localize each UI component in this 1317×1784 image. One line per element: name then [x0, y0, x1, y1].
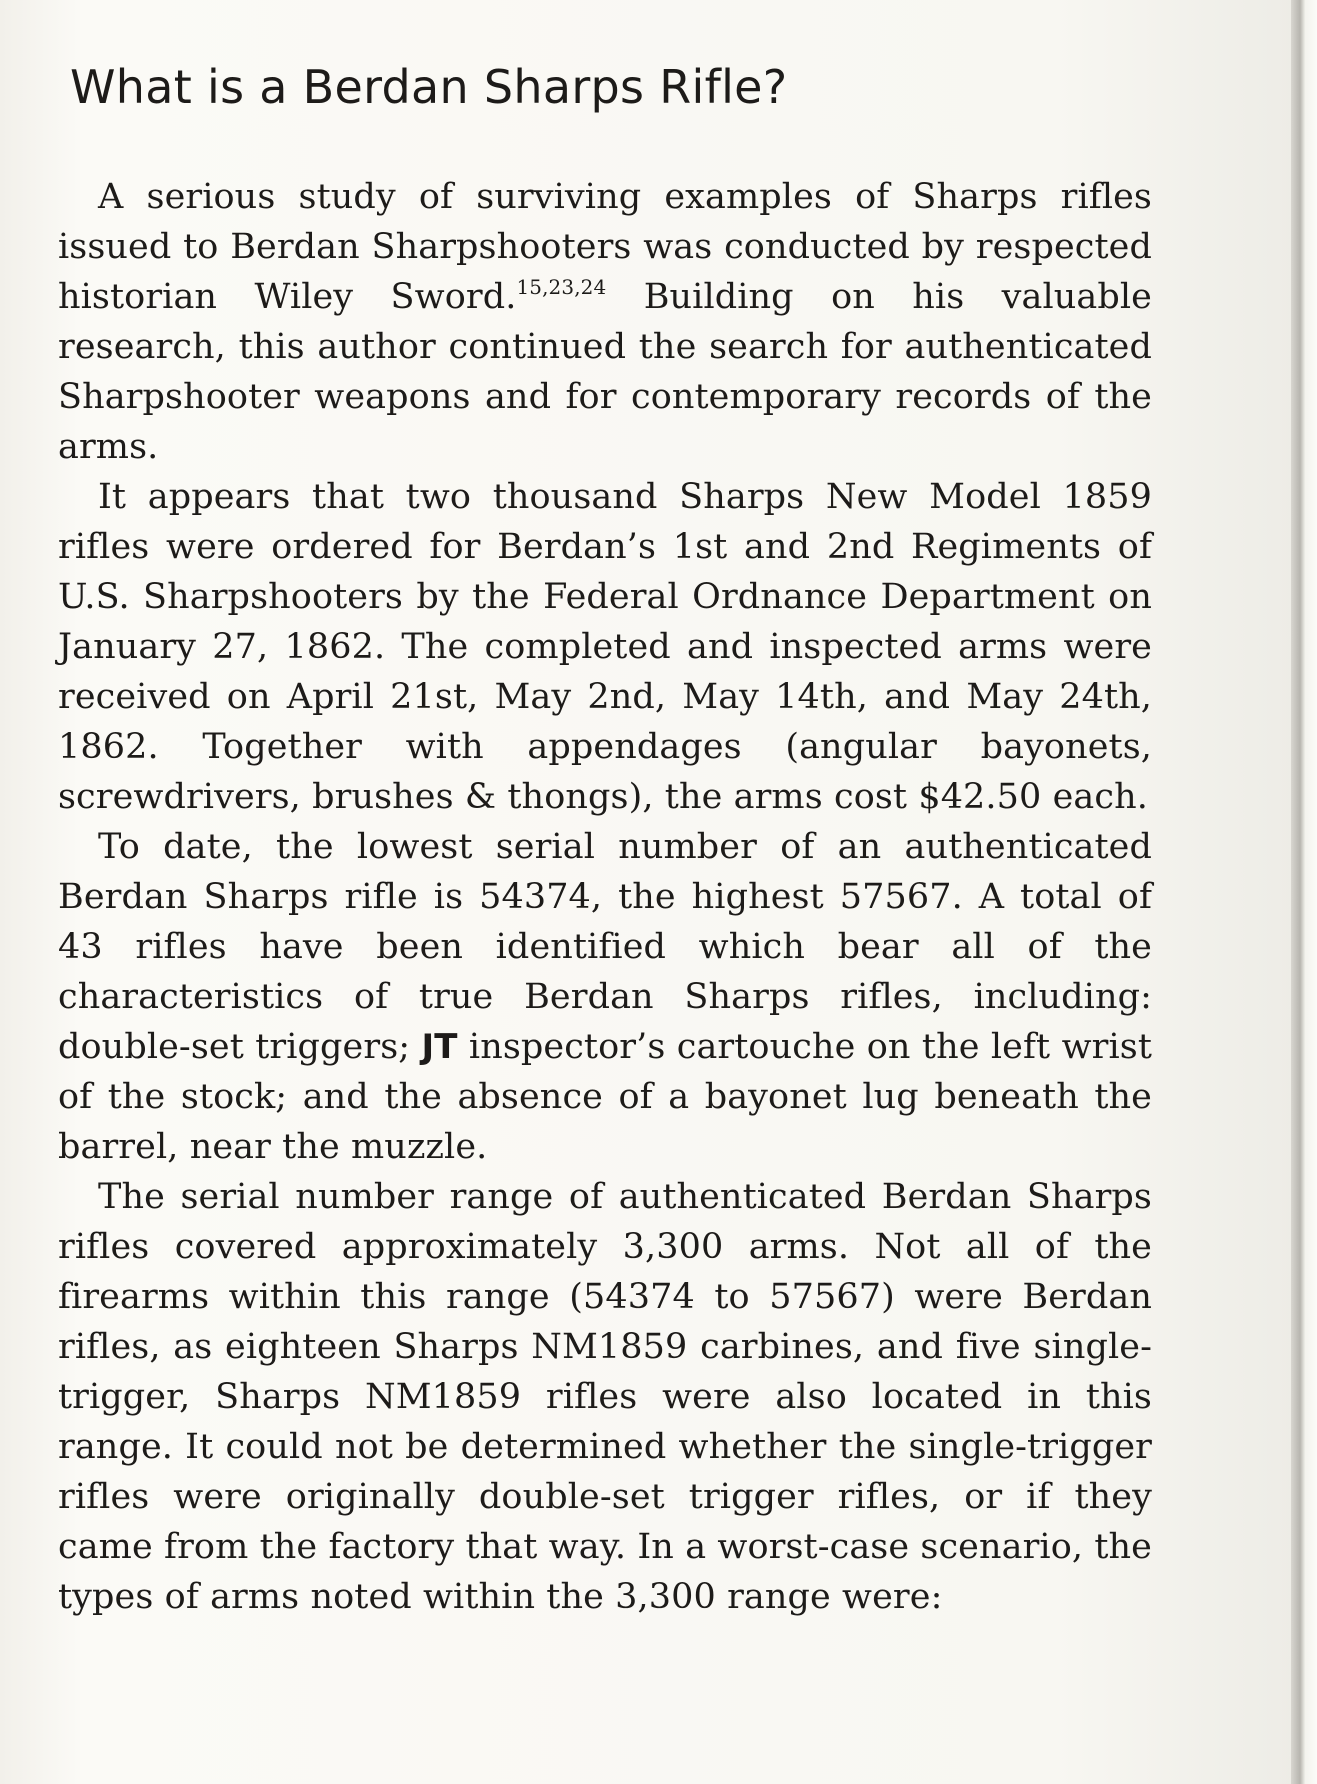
inspector-mark: JT	[421, 1027, 458, 1067]
paragraph-serial-numbers	[58, 822, 1152, 1172]
paragraph-text: To date, the lowest serial number of an authenticated Berdan Sharps rifle is 54374, the highest 57567. A total of 43 rifles have been identified which bear all of the characteristics of true Berdan Sharps rifles, including: double-set triggers;	[58, 827, 1152, 1067]
page-title: What is a Berdan Sharps Rifle?	[70, 60, 788, 114]
paragraph-text: inspector’s cartouche on the left wrist of the stock; and the absence of a bayonet lug beneath the barrel, near the muzzle.	[58, 1027, 1152, 1167]
paragraph-text: Building on his valuable research, this author continued the search for authenticated Sharpshooter weapons and for contemporary records of the arms.	[58, 277, 1152, 467]
page-binding-edge	[1291, 0, 1317, 1784]
paragraph-text: A serious study of surviving examples of Sharps rifles issued to Berdan Sharpshooters was conducted by respected historian Wiley Sword.	[58, 177, 1152, 317]
body-text	[58, 172, 1152, 1622]
paragraph-serial-range: The serial number range of authenticated Berdan Sharps rifles covered approximately 3,300 arms. Not all of the firearms within this range (54374 to 57567) were Berdan rifles, as eighteen Sharps NM1859 carbines, and five single-trigger, Sharps NM1859 rifles were also located in this range. It could not be determined whether the single-trigger rifles were originally double-set trigger rifles, or if they came from the factory that way. In a worst-case scenario, the types of arms noted within the 3,300 range were:	[58, 1177, 1152, 1617]
paragraph-rifle-order: It appears that two thousand Sharps New Model 1859 rifles were ordered for Berdan’s 1st and 2nd Regiments of U.S. Sharpshooters by the Federal Ordnance Department on January 27, 1862. The completed and inspected arms were received on April 21st, May 2nd, May 14th, and May 24th, 1862. Together with appendages (angular bayonets, screwdrivers, brushes & thongs), the arms cost $42.50 each.	[58, 477, 1152, 817]
footnote-reference: 15,23,24	[516, 275, 607, 299]
paragraph-study-intro	[58, 172, 1152, 472]
